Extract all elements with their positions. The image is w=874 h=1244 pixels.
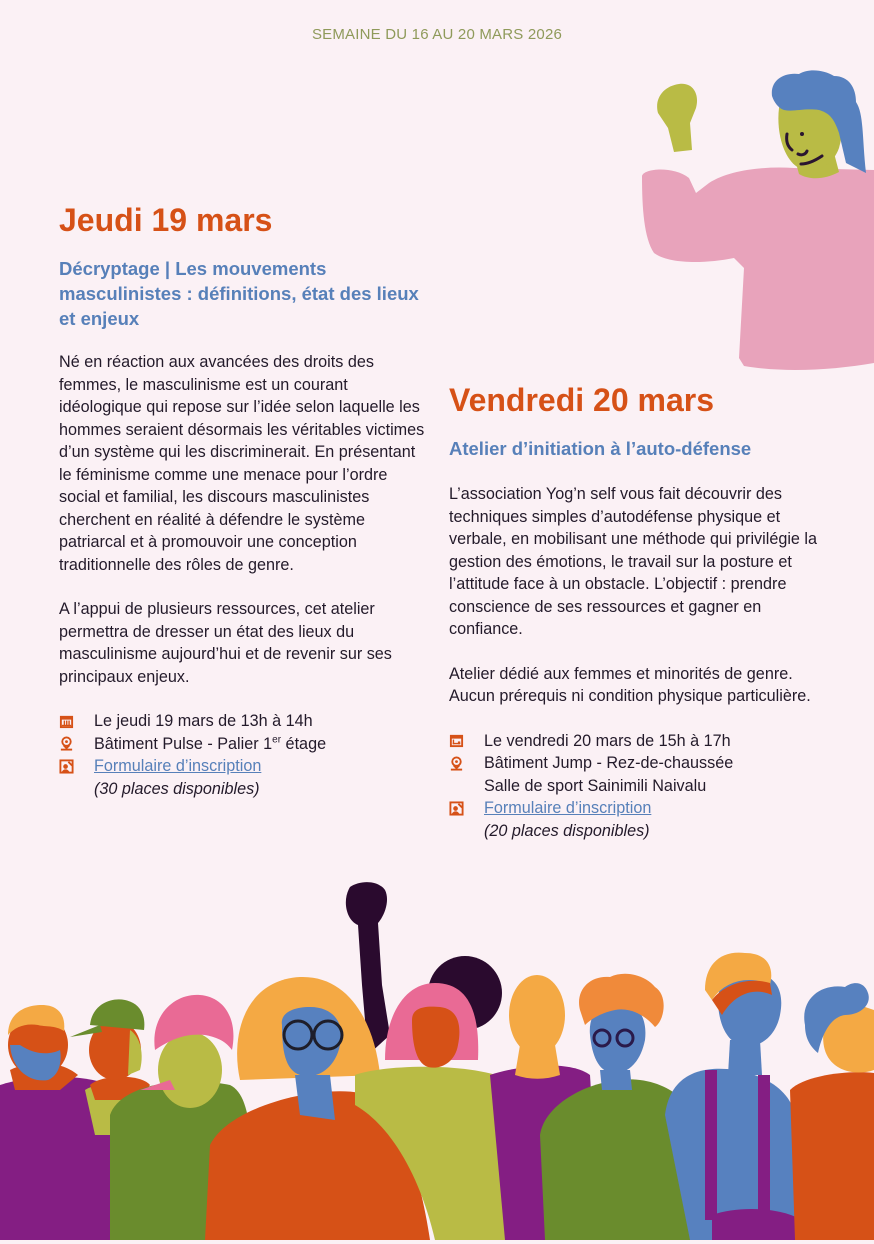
event-title: Atelier d’initiation à l’auto-défense	[449, 438, 752, 459]
event-date	[449, 730, 829, 753]
week-label: SEMAINE DU 16 AU 20 MARS 2026	[311, 26, 563, 43]
event-title: Décryptage | Les mouvements masculinistes : définitions, état des lieux et enjeux	[59, 258, 419, 329]
event-location-text: Bâtiment Jump - Rez-de-chaussée	[484, 754, 734, 772]
event-friday	[449, 378, 829, 842]
diverse-crowd-illustration	[0, 875, 874, 1240]
event-description: Né en réaction aux avancées des droits des femmes, le masculinisme est un courant idéologique qui repose sur l’idée selon laquelle les hommes seraient désormais les véritables victimes d’un système qui les discriminerait. En présentant le féminisme comme une menace pour l’ordre social et familial, les discours masculinistes cherchent en réalité à défendre le système patriarcal et à promouvoir une conception traditionnelle des rôles de genre.	[59, 353, 425, 574]
places-available: (20 places disponibles)	[484, 821, 650, 840]
location-pin-icon	[59, 733, 94, 755]
event-location-text: Bâtiment Pulse - Palier 1	[94, 734, 273, 753]
event-signup	[449, 797, 829, 842]
event-location	[59, 733, 429, 756]
event-description: Atelier dédié aux femmes et minorités de genre. Aucun prérequis ni condition physique particulière.	[449, 664, 811, 705]
event-info	[59, 710, 429, 800]
event-description: L’association Yog’n self vous fait découvrir des techniques simples d’autodéfense physique et verbale, en mobilisant une méthode qui privilégie la gestion des émotions, le travail sur la posture et l’attitude face à un obstacle. L’objectif : prendre conscience de ses ressources et gagner en confiance.	[449, 485, 818, 638]
signup-form-icon	[449, 797, 484, 819]
places-available: (30 places disponibles)	[94, 779, 260, 798]
event-description: A l’appui de plusieurs ressources, cet atelier permettra de dresser un état des lieux du masculinisme aujourd’hui et de revenir sur ses principaux enjeux.	[59, 600, 392, 686]
event-signup	[59, 755, 429, 800]
event-location-suffix: étage	[281, 734, 327, 753]
location-pin-icon	[449, 752, 484, 774]
person-raising-fist-illustration	[634, 68, 874, 373]
calendar-icon	[59, 710, 94, 732]
event-date	[59, 710, 429, 733]
event-info	[449, 730, 829, 843]
event-location-room: Salle de sport Sainimili Naivalu	[484, 776, 707, 795]
calendar-icon	[449, 730, 484, 752]
ordinal-suffix: er	[272, 734, 282, 746]
day-title: Jeudi 19 mars	[59, 202, 273, 238]
event-thursday	[59, 198, 429, 800]
day-title: Vendredi 20 mars	[449, 382, 715, 418]
event-date-text: Le jeudi 19 mars de 13h à 14h	[94, 712, 313, 730]
event-location	[449, 752, 829, 797]
event-date-text: Le vendredi 20 mars de 15h à 17h	[484, 731, 731, 750]
signup-link[interactable]: Formulaire d’inscription	[94, 757, 262, 775]
signup-link[interactable]: Formulaire d’inscription	[484, 799, 652, 817]
signup-form-icon	[59, 755, 94, 777]
